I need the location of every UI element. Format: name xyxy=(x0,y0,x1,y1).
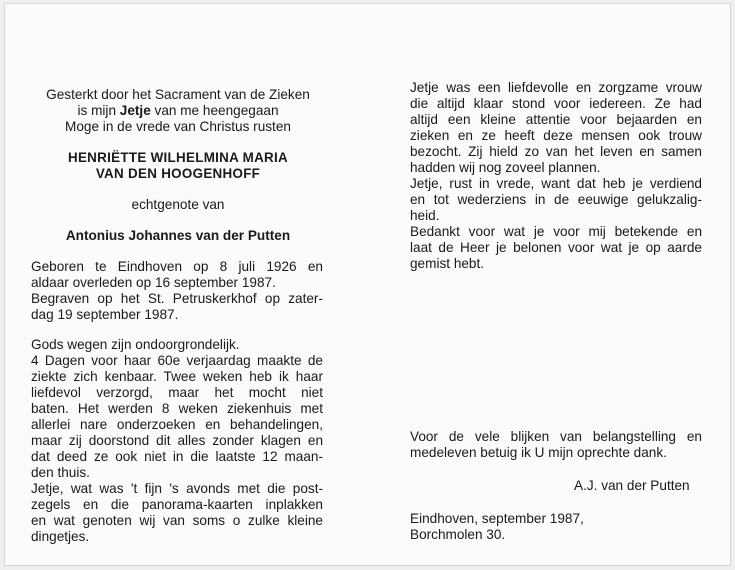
intro-line-2 xyxy=(28,103,328,119)
thanks-line: medeleven betuig ik U mijn oprechte dank. xyxy=(410,445,667,460)
tribute-line: heid. xyxy=(410,208,440,223)
tribute-line: die altijd klaar stond voor iedereen. Ze had xyxy=(410,96,702,111)
story-line: Gods wegen zijn ondoorgrondelijk. xyxy=(31,337,240,352)
deceased-name-line-1: HENRIËTTE WILHELMINA MARIA xyxy=(67,150,289,165)
tribute-line: zieken en ze heeft deze mensen ook trouw xyxy=(410,128,702,143)
bio-line: dag 19 september 1987. xyxy=(31,307,179,322)
intro-line-1: Gesterkt door het Sacrament van de Zieken xyxy=(46,87,310,102)
deceased-name-line-2: VAN DEN HOOGENHOFF xyxy=(95,166,261,181)
tribute-line: gemist hebt. xyxy=(410,256,485,271)
tribute-line: Bedankt voor wat je voor mij betekende en xyxy=(410,224,702,239)
thanks-line: Voor de vele blijken van belangstelling en xyxy=(410,429,702,444)
signature: A.J. van der Putten xyxy=(574,478,690,493)
story-line: Jetje, wat was 't fijn 's avonds met die post- xyxy=(31,481,323,496)
bio-line: Begraven op het St. Petruskerkhof op zater- xyxy=(31,291,323,306)
spouse-name: Antonius Johannes van der Putten xyxy=(65,228,291,243)
intro-line-2-pre: is mijn xyxy=(77,103,120,118)
tribute-line: bezocht. Zij hield zo van het leven en samen xyxy=(410,144,702,159)
story-line: liefdevol verzorgd, maar het mocht niet xyxy=(31,385,323,400)
story-line: den thuis. xyxy=(31,465,90,480)
story-line: dingetjes. xyxy=(31,529,90,544)
bio-line: aldaar overleden op 16 september 1987. xyxy=(31,275,276,290)
tribute-line: altijd een kleine attentie voor bejaarden en xyxy=(410,112,702,127)
story-line: allerlei nare onderzoeken en behandelingen, xyxy=(31,417,323,432)
deceased-nickname: Jetje xyxy=(119,103,151,118)
story-line: en wat genoten wij van soms o zulke kleine xyxy=(31,513,323,528)
story-line: ziekte zich kenbaar. Twee weken heb ik haar xyxy=(31,369,323,384)
story-line: zegels en die panorama-kaarten inplakken xyxy=(31,497,323,512)
tribute-line: en tot wederziens in de eeuwige gelukzalig- xyxy=(410,192,702,207)
tribute-line: laat de Heer je belonen voor wat je op aarde xyxy=(410,240,702,255)
bio-line: Geboren te Eindhoven op 8 juli 1926 en xyxy=(31,259,323,274)
address: Borchmolen 30. xyxy=(410,527,506,542)
story-line: 4 Dagen voor haar 60e verjaardag maakte de xyxy=(31,353,323,368)
story-line: dat deed ze ook niet in die laatste 12 maan- xyxy=(31,449,323,464)
spouse-label: echtgenote van xyxy=(131,197,225,212)
story-line: baten. Het werden 8 weken ziekenhuis met xyxy=(31,401,323,416)
story-line: maar zij doorstond dit alles zonder klagen en xyxy=(31,433,323,448)
tribute-line: Jetje, rust in vrede, want dat heb je verdiend xyxy=(410,176,702,191)
tribute-line: hadden wij nog zoveel plannen. xyxy=(410,160,601,175)
intro-line-3: Moge in de vrede van Christus rusten xyxy=(65,119,291,134)
tribute-line: Jetje was een liefdevolle en zorgzame vrouw xyxy=(410,80,702,95)
intro-line-2-post: van me heengegaan xyxy=(150,103,279,118)
place-date: Eindhoven, september 1987, xyxy=(410,511,584,526)
